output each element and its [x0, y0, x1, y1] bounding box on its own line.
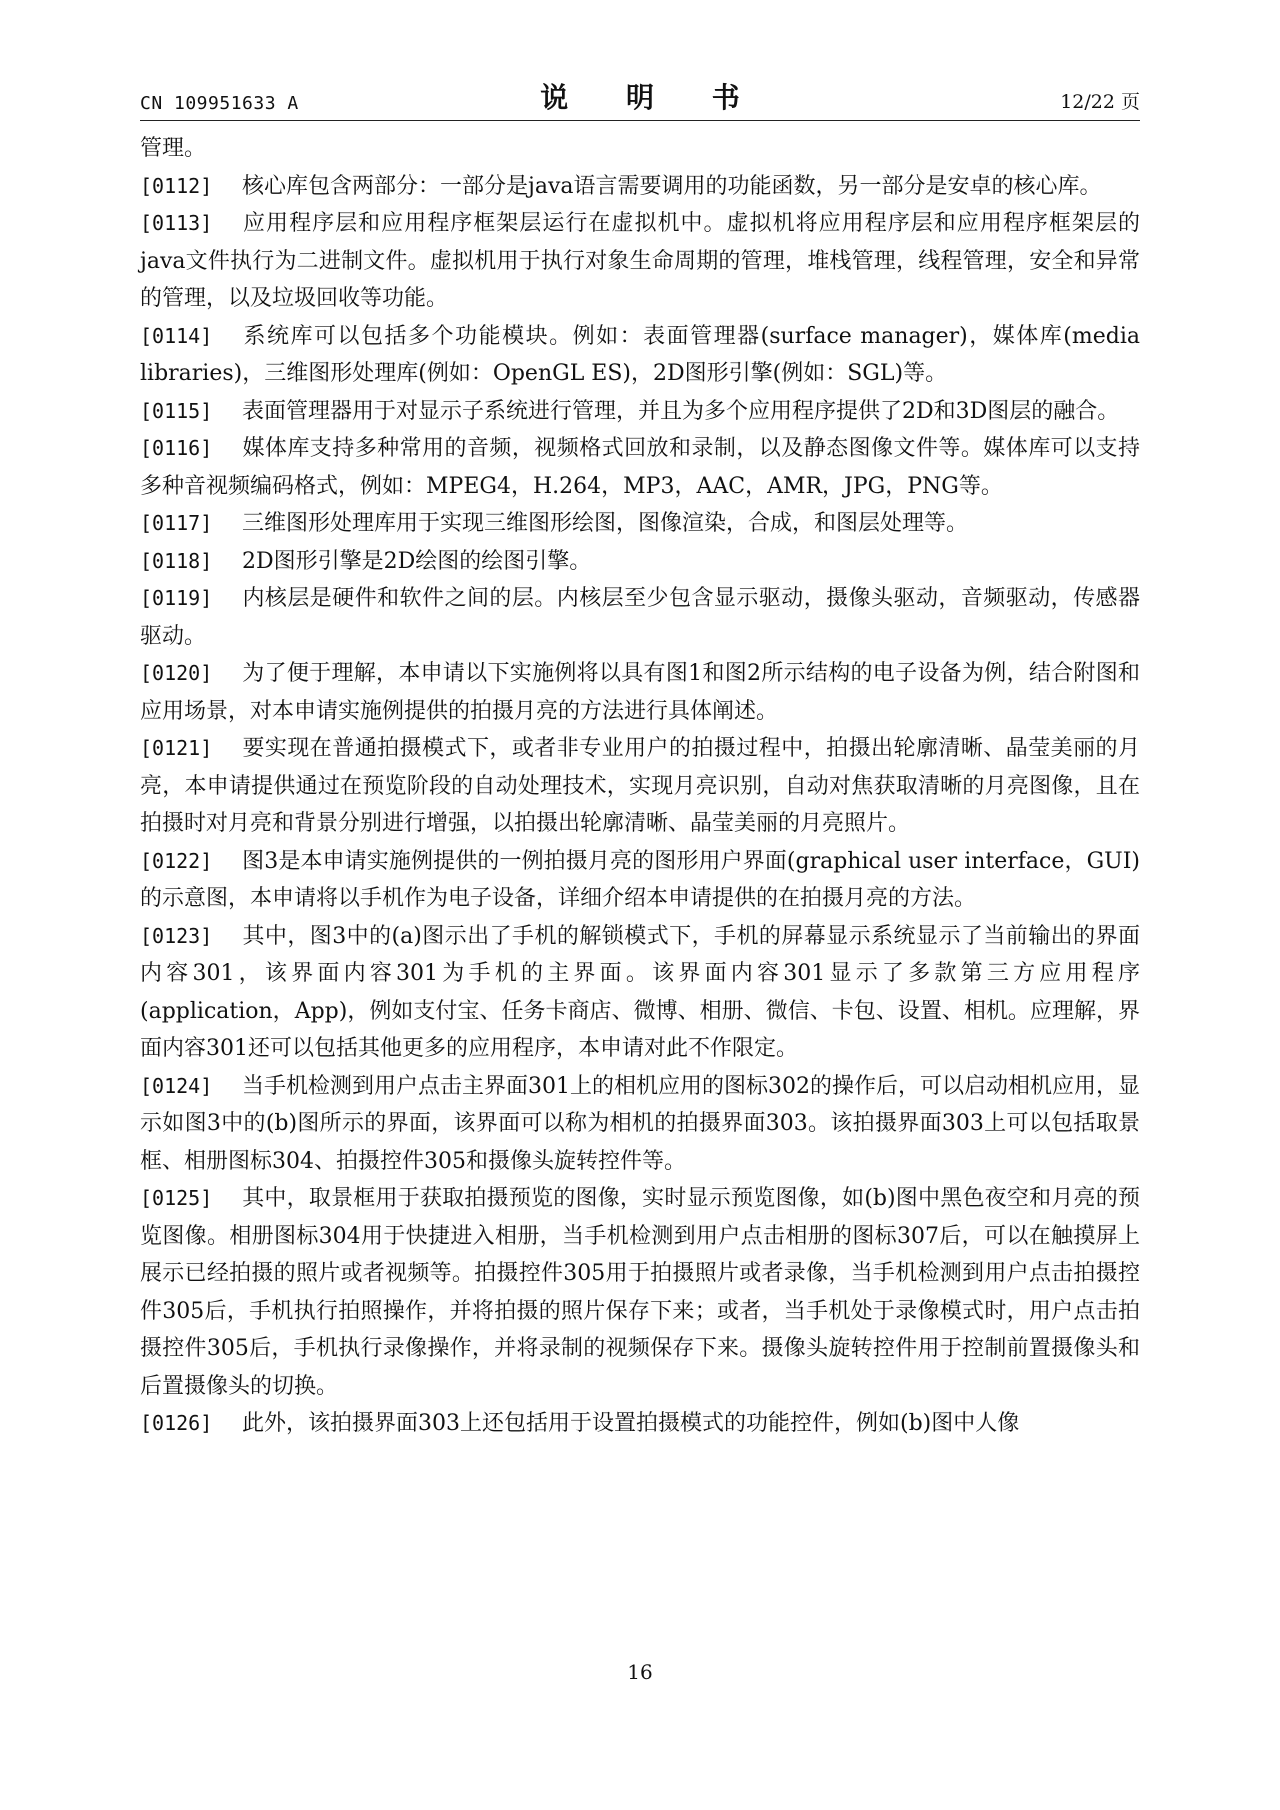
paragraph: [140, 580, 1140, 655]
paragraph-text: 此外，该拍摄界面303上还包括用于设置拍摄模式的功能控件，例如(b)图中人像: [242, 1411, 1020, 1436]
paragraph-text: 系统库可以包括多个功能模块。例如：表面管理器(surface manager)，媒体库(media libraries)，三维图形处理库(例如：OpenGL ES)，2D图形引擎(例如：SGL)等。: [140, 323, 1140, 386]
document-body: [140, 130, 1140, 1443]
paragraph: [140, 205, 1140, 318]
document-title: 说 明 书: [540, 81, 764, 114]
paragraph: [140, 168, 1140, 206]
paragraph-number: [0113]: [140, 211, 213, 235]
paragraph-text: 三维图形处理库用于实现三维图形绘图，图像渲染，合成，和图层处理等。: [242, 511, 969, 536]
paragraph: [140, 130, 1140, 168]
paragraph-number: [0123]: [140, 923, 213, 948]
paragraph: [140, 1180, 1140, 1405]
paragraph: [140, 655, 1140, 730]
paragraph-number: [0115]: [140, 398, 213, 423]
paragraph: [140, 1068, 1140, 1181]
paragraph-number: [0126]: [140, 1411, 213, 1435]
paragraph-number: [0112]: [140, 173, 213, 198]
paragraph-text: 其中，取景框用于获取拍摄预览的图像，实时显示预览图像，如(b)图中黑色夜空和月亮的预览图像。相册图标304用于快捷进入相册，当手机检测到用户点击相册的图标307后，可以在触摸屏上展示已经拍摄的照片或者视频等。拍摄控件305用于拍摄照片或者录像，当手机检测到用户点击拍摄控件305后，手机执行拍照操作，并将拍摄的照片保存下来；或者，当手机处于录像模式时，用户点击拍摄控件305后，手机执行录像操作，并将录制的视频保存下来。摄像头旋转控件用于控制前置摄像头和后置摄像头的切换。: [140, 1186, 1140, 1399]
paragraph-number: [0118]: [140, 548, 213, 573]
paragraph: [140, 318, 1140, 393]
paragraph-number: [0117]: [140, 511, 213, 535]
paragraph-text: 应用程序层和应用程序框架层运行在虚拟机中。虚拟机将应用程序层和应用程序框架层的java文件执行为二进制文件。虚拟机用于执行对象生命周期的管理，堆栈管理，线程管理，安全和异常的管理，以及垃圾回收等功能。: [140, 211, 1140, 311]
paragraph-number: [0121]: [140, 736, 213, 760]
page-footer-number: 16: [627, 1660, 653, 1684]
paragraph: [140, 730, 1140, 843]
paragraph-number: [0124]: [140, 1073, 213, 1098]
paragraph-text: 2D图形引擎是2D绘图的绘图引擎。: [242, 548, 592, 574]
paragraph-text: 表面管理器用于对显示子系统进行管理，并且为多个应用程序提供了2D和3D图层的融合。: [242, 398, 1120, 424]
paragraph: [140, 918, 1140, 1068]
paragraph-text: 其中，图3中的(a)图示出了手机的解锁模式下，手机的屏幕显示系统显示了当前输出的界面内容301，该界面内容301为手机的主界面。该界面内容301显示了多款第三方应用程序(application，App)，例如支付宝、任务卡商店、微博、相册、微信、卡包、设置、相机。应理解，界面内容301还可以包括其他更多的应用程序，本申请对此不作限定。: [140, 923, 1140, 1061]
page-header: [140, 76, 1140, 121]
paragraph: [140, 843, 1140, 918]
paragraph: [140, 393, 1140, 431]
paragraph-number: [0125]: [140, 1186, 213, 1210]
paragraph: [140, 1405, 1140, 1443]
paragraph-text: 核心库包含两部分：一部分是java语言需要调用的功能函数，另一部分是安卓的核心库。: [242, 173, 1102, 199]
paragraph: [140, 543, 1140, 581]
publication-number: CN 109951633 A: [140, 93, 299, 114]
paragraph-text: 内核层是硬件和软件之间的层。内核层至少包含显示驱动，摄像头驱动，音频驱动，传感器驱动。: [140, 586, 1140, 649]
paragraph-number: [0119]: [140, 586, 213, 610]
paragraph-text: 管理。: [140, 136, 207, 161]
paragraph-number: [0116]: [140, 436, 213, 460]
paragraph-text: 图3是本申请实施例提供的一例拍摄月亮的图形用户界面(graphical user interface，GUI)的示意图，本申请将以手机作为电子设备，详细介绍本申请提供的在拍摄月亮的方法。: [140, 848, 1140, 911]
paragraph-number: [0122]: [140, 848, 213, 873]
page-indicator: 12/22 页: [1060, 91, 1140, 113]
paragraph: [140, 430, 1140, 505]
paragraph-text: 为了便于理解，本申请以下实施例将以具有图1和图2所示结构的电子设备为例，结合附图和应用场景，对本申请实施例提供的拍摄月亮的方法进行具体阐述。: [140, 661, 1140, 724]
paragraph-number: [0114]: [140, 323, 213, 348]
paragraph-text: 媒体库支持多种常用的音频，视频格式回放和录制，以及静态图像文件等。媒体库可以支持多种音视频编码格式，例如：MPEG4，H.264，MP3，AAC，AMR，JPG，PNG等。: [140, 436, 1140, 499]
paragraph-text: 当手机检测到用户点击主界面301上的相机应用的图标302的操作后，可以启动相机应用，显示如图3中的(b)图所示的界面，该界面可以称为相机的拍摄界面303。该拍摄界面303上可以包括取景框、相册图标304、拍摄控件305和摄像头旋转控件等。: [140, 1073, 1140, 1174]
paragraph-number: [0120]: [140, 661, 213, 685]
paragraph-text: 要实现在普通拍摄模式下，或者非专业用户的拍摄过程中，拍摄出轮廓清晰、晶莹美丽的月亮，本申请提供通过在预览阶段的自动处理技术，实现月亮识别，自动对焦获取清晰的月亮图像，且在拍摄时对月亮和背景分别进行增强，以拍摄出轮廓清晰、晶莹美丽的月亮照片。: [140, 736, 1140, 836]
paragraph: [140, 505, 1140, 543]
